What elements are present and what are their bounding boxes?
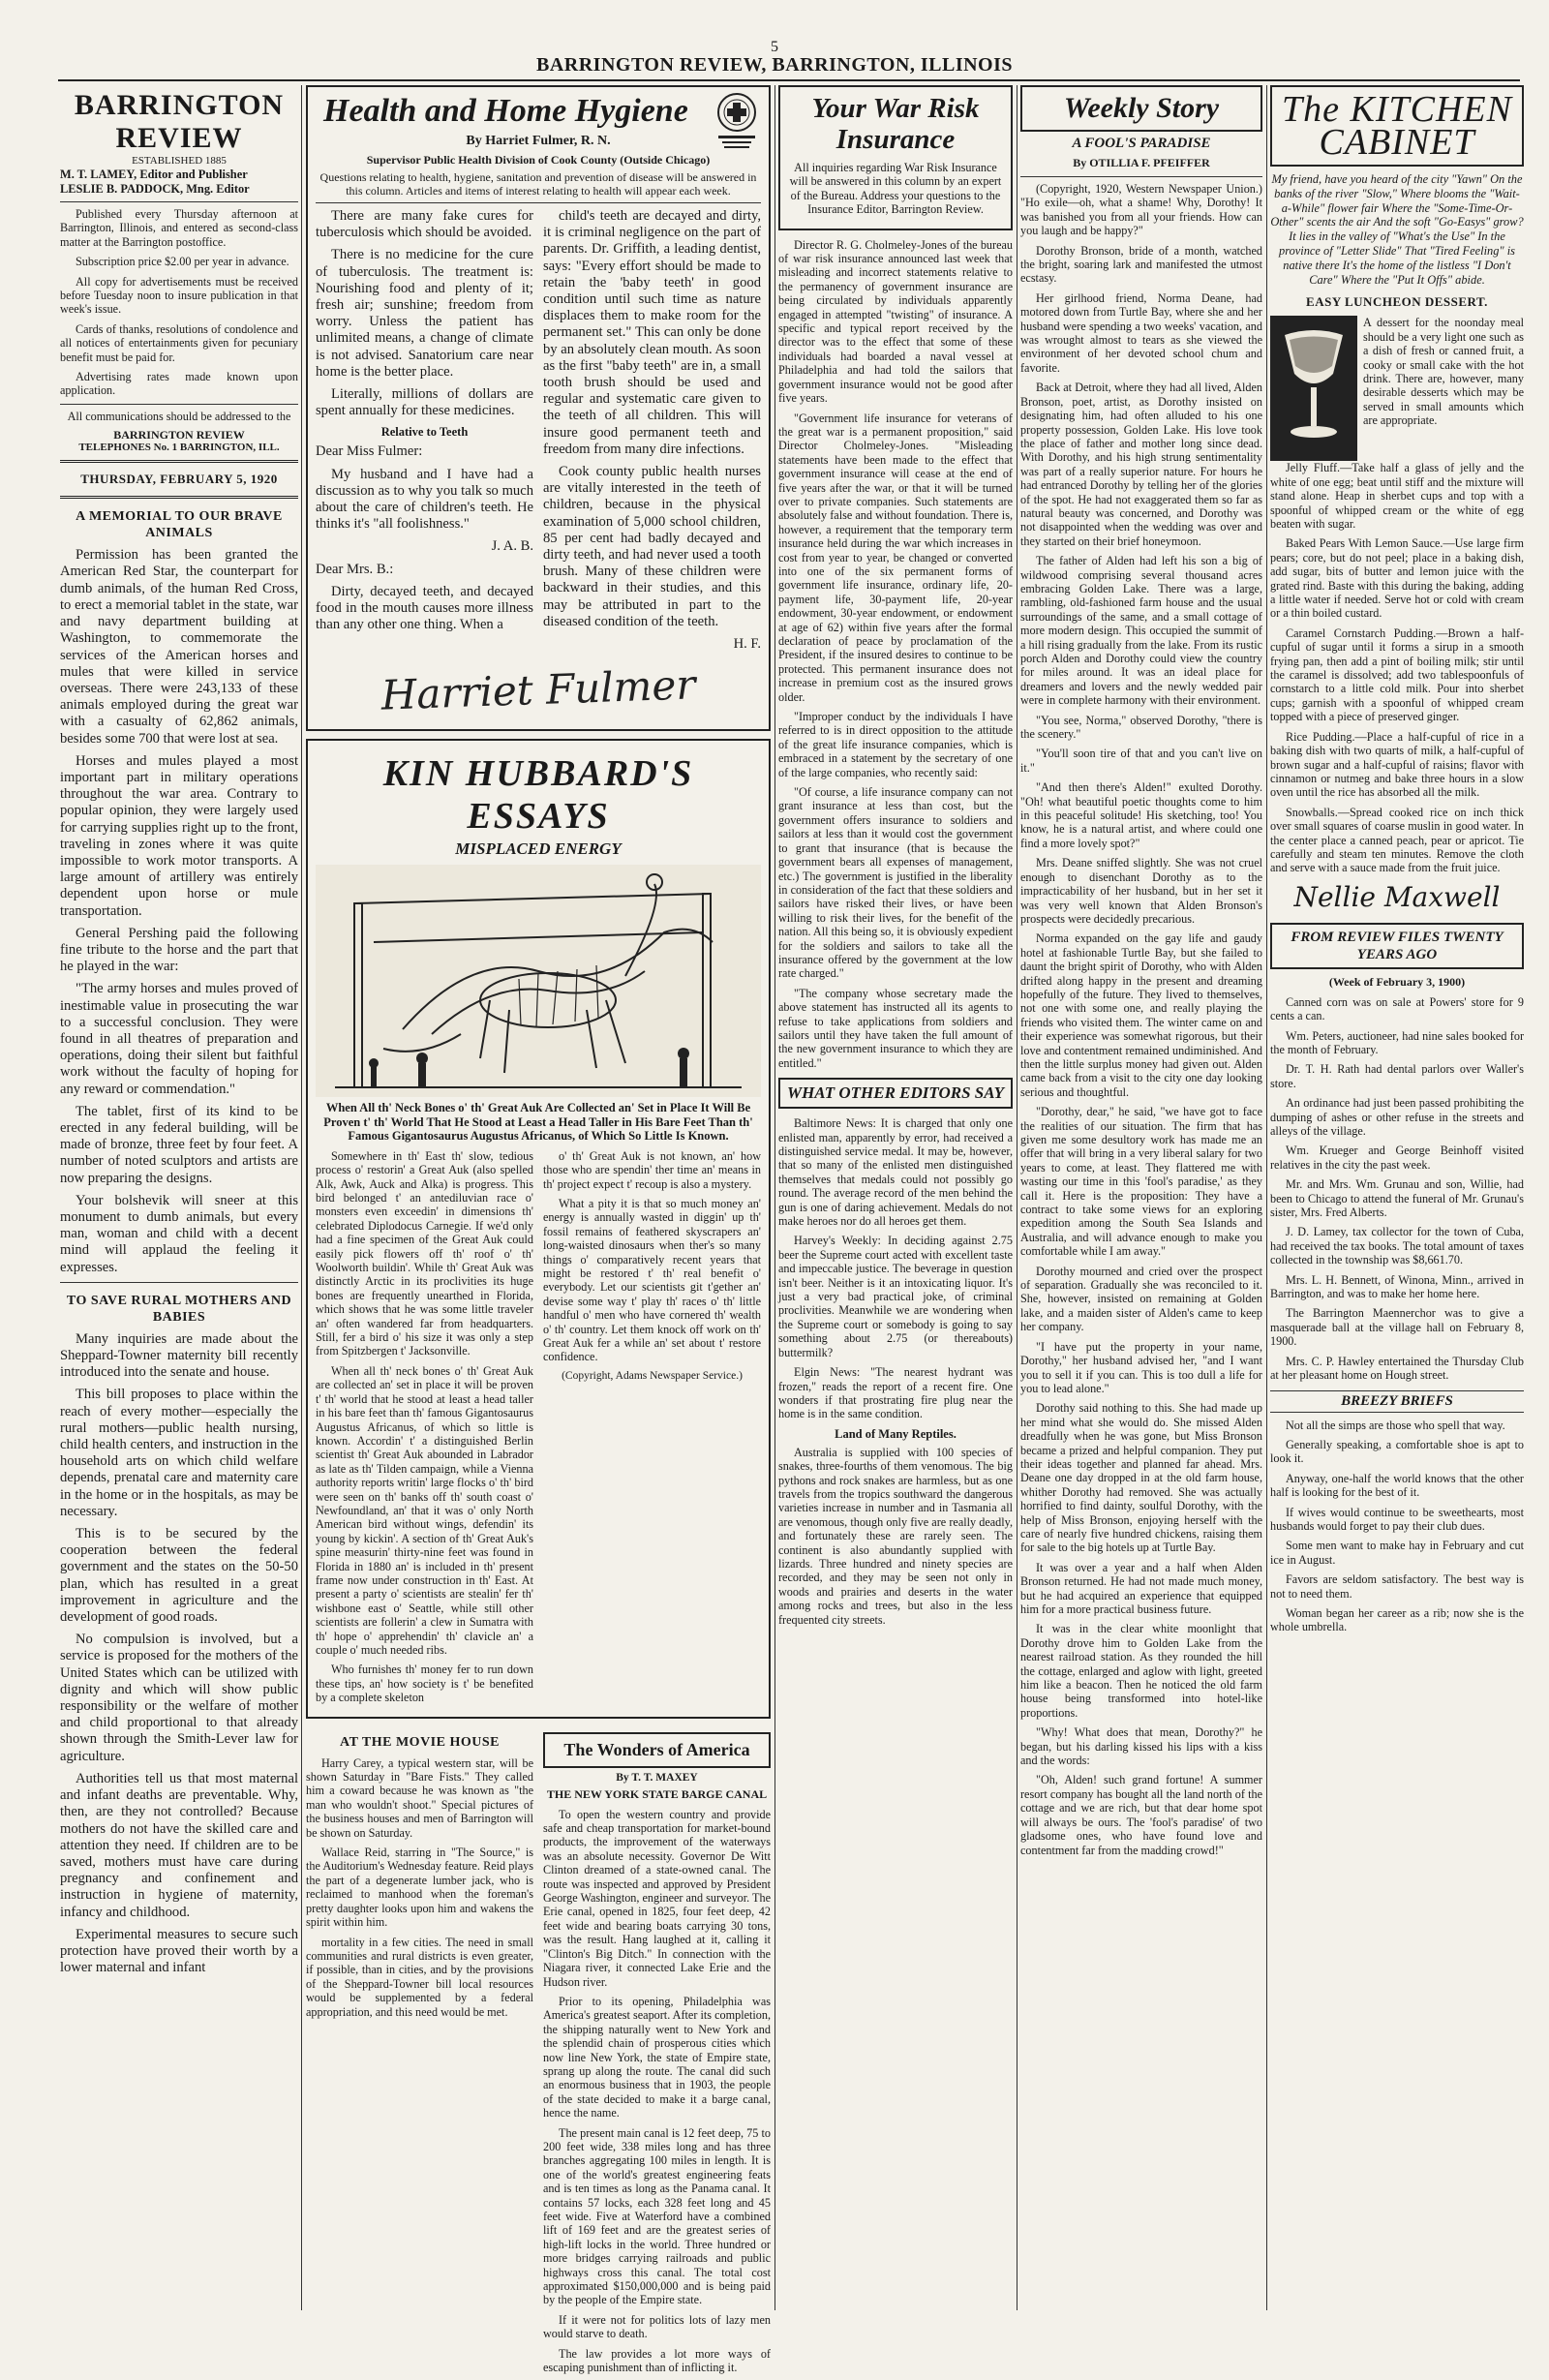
kitchen-headline: EASY LUNCHEON DESSERT. <box>1306 294 1488 310</box>
files-item: Mr. and Mrs. Wm. Grunau and son, Willie, had been to Chicago to attend the funeral of Mr. Grunau's sister, Mrs. Fred Alberts. <box>1270 1177 1524 1220</box>
health-subheading: Relative to Teeth <box>380 425 469 440</box>
story-paragraph: Her girlhood friend, Norma Deane, had motored down from Turtle Bay, where she and her husband were spending a two weeks' vacation, and was wrought almost to tears as she viewed the environment of her devoted school chum and favorite. <box>1020 290 1262 375</box>
health-letter-body: My husband and I have had a discussion as to why you talk so much about the care of children's teeth. He thinks it's "all foolishness." <box>316 466 533 533</box>
memorial-paragraph: General Pershing paid the following fine tribute to the horse and the part that he played in the war: <box>60 925 298 975</box>
wonders-paragraph: The present main canal is 12 feet deep, 75 to 200 feet wide, 338 miles long and has three branches aggregating 100 miles in length. It is one of the world's greatest engineering feats and is ten times as long as the Panama canal. It contains 57 locks, each 328 feet long and 45 feet wide. Five at Waterford have a combined lift of 169 feet and are the greatest series of high-lift locks in the world. Three hundred or more bridges carrying railroads and public highways cross this canal. The total cost approximated $150,000,000 and is being paid by the people of the Empire state. <box>543 2125 771 2307</box>
story-paragraph: (Copyright, 1920, Western Newspaper Union.) "Ho exile—oh, what a shame! Why, Dorothy! It was banished you from all your friends. How can you laugh and be happy?" <box>1020 182 1262 238</box>
weekly-story-header <box>1020 85 1262 132</box>
divider <box>60 1282 298 1283</box>
kin-body <box>316 1149 761 1711</box>
files-item: Wm. Peters, auctioneer, had nine sales booked for the month of February. <box>1270 1028 1524 1056</box>
divider <box>60 404 298 405</box>
story-paragraph: "And then there's Alden!" exulted Dorothy. "Oh! what beautiful poetic thoughts come to him in this peaceful solitude! His sketching, too! You know, he is a natural artist, and where could one find a more lovely spot?" <box>1020 780 1262 850</box>
kin-paragraph: What a pity it is that so much money an' energy is annually wasted in diggin' up th' fossil remains of feathered skyscrapers an' long-waisted dinosaurs when ther's so many things o' comparatively recent years that might be restored t' th' real benefit o' everybody. Let our scientists git t'gether an' devise some way t' play th' races o' th' little handful o' men who have cornered th' wealth o' th' country. Let them knock off work on th' Great Auk fer a while an' set about t' restore confidence. <box>543 1197 761 1364</box>
briefs-item: Favors are seldom satisfactory. The best way is not to need them. <box>1270 1572 1524 1601</box>
wonders-byline: By T. T. MAXEY <box>616 1771 698 1784</box>
masthead-established: ESTABLISHED 1885 <box>132 155 227 167</box>
story-subtitle: A FOOL'S PARADISE <box>1072 136 1211 151</box>
reptiles-paragraph: Australia is supplied with 100 species of snakes, three-fourths of them venomous. The big pythons and rock snakes are harmless, but as one travels from the tropics southward the dangerous varieties increase in number and in Tasmania all are venomous, though only five are really deadly, and fortunately these are rarely seen. The continent is also abundantly supplied with lizards. Three hundred and ninety species are recorded, and they may be seen not only in woods and prairies and deserts in the water among rocks and trees, but also in the less frequented city streets. <box>778 1445 1013 1627</box>
files-week: (Week of February 3, 1900) <box>1328 974 1466 989</box>
story-paragraph: "I have put the property in your name, Dorothy," her husband advised her, "and I want you to sell it if you can. This is too dull a life for you to lead alone." <box>1020 1339 1262 1395</box>
briefs-item: Generally speaking, a comfortable shoe is apt to look it. <box>1270 1437 1524 1466</box>
kitchen-recipe: Caramel Cornstarch Pudding.—Brown a half-cupful of sugar until it forms a sirup in a smooth frying pan, then add a pint of boiling milk; stir until the caramel is dissolved; add two tablespoonfuls of cornstarch to a little cold milk. Pour into sherbet cups; garnish with a spoonful of whipped cream topped with a piece of preserved ginger. <box>1270 626 1524 724</box>
war-risk-title: Your War Risk Insurance <box>811 93 980 155</box>
files-item: Dr. T. H. Rath had dental parlors over Waller's store. <box>1270 1062 1524 1090</box>
health-supervisor: Supervisor Public Health Division of Cook County (Outside Chicago) <box>366 153 711 167</box>
movie-paragraph: Wallace Reid, starring in "The Source," is the Auditorium's Wednesday feature. Reid plays the part of a degenerate lumber jack, who is reclaimed to manhood when the foreman's pretty daughter looks upon him and wakens the spirit within him. <box>306 1846 533 1930</box>
health-letter-salutation: Dear Miss Fulmer: <box>316 443 423 460</box>
briefs-title: BREEZY BRIEFS <box>1270 1390 1524 1413</box>
war-risk-paragraph: "Improper conduct by the individuals I have referred to is in direct opposition to the attitude of the great life insurance companies, which is embraced in a statement by the secretary of one of the large companies, who recently said: <box>778 710 1013 779</box>
wonders-paragraph: Prior to its opening, Philadelphia was America's greatest seaport. After its completion, the shipping naturally went to New York and the splendid chain of prosperous cities which now line New York, the state of Empire state, sprang up along the route. The canal did such an enormous business that in 1903, the people of the state decided to make it a barge canal, hence the name. <box>543 1994 771 2121</box>
page-header: BARRINGTON REVIEW, BARRINGTON, ILLINOIS <box>535 54 1014 76</box>
masthead-title: BARRINGTON REVIEW <box>74 89 285 154</box>
health-paragraph: There are many fake cures for tuberculosis which should be avoided. <box>316 208 533 241</box>
masthead-telephone: TELEPHONES No. 1 BARRINGTON, ILL. <box>78 442 280 454</box>
rural-paragraph: Authorities tell us that most maternal and infant deaths are preventable. Why, then, are they not controlled? Because mothers do not have the skilled care and attention they need. If children are to be saved, mothers must have care during pregnancy and confinement and instruction in hygiene of maternity, infancy and childhood. <box>60 1770 298 1920</box>
files-item: Canned corn was on sale at Powers' store for 9 cents a can. <box>1270 994 1524 1023</box>
story-paragraph: Dorothy mourned and cried over the prospect of separation. Gradually she was reconciled to it. She, however, insisted on remaining at Golden lake, and a maiden sister of Alden's came to keep her company. <box>1020 1264 1262 1334</box>
health-title: Health and Home Hygiene <box>323 93 688 129</box>
kitchen-title: The KITCHEN CABINET <box>1282 89 1512 163</box>
wonders-paragraph: To open the western country and provide safe and cheap transportation for market-bound products, the improvement of the waterways was an absolute necessity. Governor De Witt Clinton dreamed of a state-owned canal. The route was inspected and approved by President George Washington, engineer and surveyor. The Erie canal, opened in 1825, four feet deep, 42 feet wide and bearing boats carrying 30 tons, was the result. Hang laughed at it, calling it "Clinton's Big Ditch." In connection with the Niagara river, it connected Lake Erie and the Hudson river. <box>543 1807 771 1989</box>
kin-title: KIN HUBBARD'S ESSAYS <box>382 753 694 838</box>
masthead-address: BARRINGTON REVIEW <box>113 428 245 442</box>
memorial-headline: A MEMORIAL TO OUR BRAVE ANIMALS <box>76 509 283 541</box>
movie-paragraph: Harry Carey, a typical western star, will be shown Saturday in "Bare Fists." They called him a coward because he was known as "the man who wouldn't shoot." Special pictures of the business houses and men of Barrington will be shown on Saturday. <box>306 1755 533 1840</box>
memorial-paragraph: The tablet, first of its kind to be erected in any federal building, will be made of bronze, three feet by four feet. A number of noted sculptors and artists are now preparing the designs. <box>60 1103 298 1186</box>
war-risk-paragraph: Director R. G. Cholmeley-Jones of the bureau of war risk insurance announced last week that misleading and incorrect statements relative to the permanency of government insurance are being circulated by individuals apparently engaged in attempted "twisting" of insurance. A specific and typical report received by the director was to the effect that some of these individuals had boarded a naval vessel at Philadelphia and had told the sailors that government insurance would not be good after five years. <box>778 237 1013 406</box>
filler-paragraph: The law provides a lot more ways of escaping punishment than of inflicting it. <box>543 2346 771 2375</box>
editors-paragraph: Baltimore News: It is charged that only one enlisted man, apparently by error, had received a distinguished service medal. It may be, however, that so many of the enlisted men distinguished themselves that medals could not possibly go round. The average record of the men behind the gun is one of daring achievement. Medals do not make heroes nor do all heroes get them. <box>778 1116 1013 1229</box>
story-paragraph: It was over a year and a half when Alden Bronson returned. He had not made much money, but he had acquired an experience that equipped him for a more practical business future. <box>1020 1560 1262 1616</box>
rural-paragraph: This is to be secured by the cooperation between the federal government and the states on the 50-50 plan, which has resulted in a great improvement in agriculture and the development of good roads. <box>60 1526 298 1626</box>
files-item: J. D. Lamey, tax collector for the town of Cuba, had received the tax books. The total amount of taxes collected in the township was $8,661.70. <box>1270 1225 1524 1267</box>
briefs-item: If wives would continue to be sweethearts, most husbands would forget to pay their club dues. <box>1270 1505 1524 1533</box>
story-paragraph: "Dorothy, dear," he said, "we have got to face the realities of our situation. The firm that has given me some desultory work has made me an offer that will bring in a very liberal salary for two years to come, at least. They flattered me with wasting our time in this 'fool's paradise,' as they call it. Here is the proposition: They have a contract to take some views for an exploring expedition among the South Sea Islands and Australia, and will advance enough to make you comfortable while I am away." <box>1020 1105 1262 1259</box>
weekly-story-title: Weekly Story <box>1063 92 1220 124</box>
story-paragraph: "You'll soon tire of that and you can't live on it." <box>1020 747 1262 775</box>
health-section <box>306 85 771 731</box>
story-paragraph: It was in the clear white moonlight that Dorothy drove him to Golden Lake from the nearest railroad station. As they rounded the hill the cottage, enlarged and aglow with light, greeted him like a beacon. Then he noticed the old farm house being transformed into hotel-like proportions. <box>1020 1622 1262 1720</box>
health-paragraph: child's teeth are decayed and dirty, it is criminal negligence on the part of parents. Dr. Griffith, a leading dentist, says: "Every effort should be made to retain the 'baby teeth' in good condition until such time as nature displaces them to make room for the permanent set." This can only be done by an absolutely clean mouth. As soon as the first "baby teeth" are in, a small tooth brush should be used and regular and systematic care given to the teeth of all children. This will insure good permanent teeth and freedom from many dire infections. <box>543 208 761 457</box>
files-item: Mrs. L. H. Bennett, of Winona, Minn., arrived in Barrington, and was to make her home here. <box>1270 1272 1524 1301</box>
continuation-paragraph: mortality in a few cities. The need in small communities and rural districts is even greater, if possible, than in cities, and by the provisions of the Sheppard-Towner bill local resources would be supplemented by a federal appropriation, and this need would be met. <box>306 1935 533 2019</box>
story-paragraph: Back at Detroit, where they had all lived, Alden Bronson, poet, artist, as Dorothy insisted on designating him, had often alluded to his one property possession, Golden Lake. His love took the place of father and mother long since dead. With Dorothy, and his high strung sentimentality was part of a really superior nature. For hours he had entranced Dorothy by telling her of the glories of the spot. He had not exaggerated them so far as natural beauty was concerned, and Dorothy was not disappointed when the wedding was over and they started on their brief honeymoon. <box>1020 381 1262 548</box>
divider <box>1020 176 1262 177</box>
kitchen-recipe: Rice Pudding.—Place a half-cupful of rice in a baking dish with two quarts of milk, a half-cupful of brown sugar and a half-cupful of raisins; flavor with cinnamon or nutmeg and bake three hours in a slow oven until the rice has absorbed all the milk. <box>1270 729 1524 800</box>
rural-paragraph: Experimental measures to secure such protection have proved their worth by a lower maternal and infant <box>60 1926 298 1976</box>
divider <box>316 202 761 203</box>
files-title: FROM REVIEW FILES TWENTY YEARS AGO <box>1270 923 1524 969</box>
column-rule <box>301 85 302 2310</box>
kin-hubbard-section <box>306 739 771 1718</box>
health-paragraph: Literally, millions of dollars are spent annually for these medicines. <box>316 386 533 419</box>
masthead-manager: LESLIE B. PADDOCK, Mng. Editor <box>60 182 250 196</box>
war-risk-intro: All inquiries regarding War Risk Insurance will be answered in this column by an expert of the Bureau. Address your questions to the Insurance Editor, Barrington Review. <box>789 161 1002 217</box>
editors-say-title: WHAT OTHER EDITORS SAY <box>778 1078 1013 1109</box>
health-intro: Questions relating to health, hygiene, sanitation and prevention of disease will be answered in this column. Articles and items of interest relating to health will appear each week. <box>319 170 757 198</box>
war-risk-paragraph: "Government life insurance for veterans of the great war is a permanent proposition," said Director Cholmeley-Jones. "Misleading statements have been made to the effect that government insurance will cease at the end of five years after the war, or that it will be turned over to private companies. Such statements are absolutely false and without foundation. There is, however, a requirement that the temporary term insurance held during the war which increases in cost from year to year, be changed or converted into one of the six permanent forms of government life insurance, ordinary life, 20-payment life, 30-payment life, 20-year endowment, 30-year endowment, or endowment at age of 62) within five years after the formal declaration of peace by proclamation of the President, if the insured desires to continue to be protected. This permanent insurance does not increase in premium cost as the insured grows older. <box>778 411 1013 704</box>
war-risk-section <box>778 85 1013 230</box>
wonders-title: The Wonders of America <box>543 1732 771 1768</box>
masthead-cards-note: Cards of thanks, resolutions of condolence and all notices of entertainments given for pecuniary benefit must be paid for. <box>60 321 298 364</box>
health-reply-salutation: Dear Mrs. B.: <box>316 561 394 577</box>
rural-headline: TO SAVE RURAL MOTHERS AND BABIES <box>66 1293 292 1325</box>
story-paragraph: The father of Alden had left his son a big of wildwood comprising several thousand acres embracing Golden Lake. There was a large, rambling, old-fashioned farm house and the usual surroundings of the same, and a small cottage of more modern design. This occupied the summit of a hill rising gradually from the lake. From its rustic porch Alden and Dorothy could view the country for miles around. It was an ideal place for dreamers and lovers and the newly wedded pair were in complete harmony with their environment. <box>1020 554 1262 708</box>
divider <box>60 201 298 202</box>
divider <box>60 496 298 499</box>
lower-columns <box>306 1724 771 2380</box>
briefs-item: Not all the simps are those who spell that way. <box>1286 1418 1505 1432</box>
issue-date: THURSDAY, FEBRUARY 5, 1920 <box>80 472 278 487</box>
files-item: Wm. Krueger and George Beinhoff visited relatives in the city the past week. <box>1270 1144 1524 1172</box>
briefs-item: Anyway, one-half the world knows that the other half is looking for the best of it. <box>1270 1471 1524 1500</box>
story-paragraph: Dorothy Bronson, bride of a month, watched the bright, soaring lark and manifested the utmost ecstasy. <box>1020 243 1262 286</box>
column-1 <box>60 85 298 2310</box>
kin-paragraph: Who furnishes th' money fer to run down these tips, an' how society is t' be benefited by a complete skeleton <box>316 1663 533 1705</box>
reptiles-heading: Land of Many Reptiles. <box>835 1426 957 1441</box>
kitchen-recipe: Snowballs.—Spread cooked rice on inch thick over small squares of coarse muslin in good water. In the center place a canned peach, pear or apricot. Tie carefully and steam ten minutes. Remove the cloth and serve with a sauce made from the fruit juice. <box>1270 805 1524 875</box>
column-6 <box>1270 85 1524 2310</box>
public-health-seal-icon <box>714 91 759 151</box>
story-paragraph: "You see, Norma," observed Dorothy, "there is the scenery." <box>1020 713 1262 742</box>
rural-paragraph: This bill proposes to place within the reach of every mother—especially the rural mothers—public health nursing, child health centers, and instruction in the household arts on which child welfare depends, prenatal care and maternity care in the home or in the hospitals, as may be necessary. <box>60 1387 298 1519</box>
files-item: An ordinance had just been passed prohibiting the dumping of ashes or other refuse in the streets and alleys of the village. <box>1270 1096 1524 1138</box>
page-number: 5 <box>771 39 778 55</box>
war-risk-paragraph: "Of course, a life insurance company can not grant insurance at less than cost, but the government offers insurance to soldiers and sailors at less than it would cost the government to grant that insurance (that is because the government bears all expenses of management, etc.) The government is justified in the liberality in consideration of the fact that these soldiers and sailors have risked their lives, or have been willing to risk their lives, for the benefit of the nation. All this being so, it is obviously expedient for the soldiers and sailors to take all the insurance offered by the government at the low rate charged." <box>778 785 1013 981</box>
wonders-headline: THE NEW YORK STATE BARGE CANAL <box>546 1786 768 1801</box>
kin-paragraph: When all th' neck bones o' th' Great Auk are collected an' set in place it will be proven t' th' world that he stood at least a head taller in his bare feet than th' famous Gigantosaurus Augustus Africanus, of which so little is known. Accordin' t' a distinguished Berlin scientist th' Great Auk abounded in Labrador as late as th' Tilden campaign, while a Vienna authority reports writin' large flocks o' th' bird were seen on th' banks off th' south coast o' Newfoundland, an' that it was o' only North American bird without wings, defendin' its young by kickin'. A section of th' Great Auk's spine measurin' thirty-nine feet was found in Florida in 1880 an' is included in th' present frame now under construction in th' East. At present a party o' scientists are stealin' fer th' wishbone east o' Seattle, while still other scientists are follerin' a clew in Sumatra with th' hope o' apprehendin' th' clavicle an' a couple o' much needed ribs. <box>316 1363 533 1657</box>
files-item: Mrs. C. P. Hawley entertained the Thursday Club at her pleasant home on Hough street. <box>1270 1354 1524 1383</box>
kin-copyright: (Copyright, Adams Newspaper Service.) <box>562 1369 743 1382</box>
memorial-paragraph: Horses and mules played a most important part in military operations throughout the war area. Contrary to popular opinion, they were largely used for carrying supplies right up to the front, traveling in zones where it was quite impossible to work motor transports. A large amount of artillery was entirely dependent upon horse or mule transportation. <box>60 752 298 919</box>
memorial-paragraph: "The army horses and mules proved of inestimable value in prosecuting the war to a successful conclusion. They were found in all theatres of preparation and operations, doing their silent but faithful work without the faculty of hoping for any reward or commendation." <box>60 981 298 1097</box>
memorial-paragraph: Your bolshevik will sneer at this monument to dumb animals, but every man, woman and child with a decent mind will applaud the feeling it expresses. <box>60 1192 298 1275</box>
nellie-maxwell-signature: Nellie Maxwell <box>1293 880 1501 913</box>
dinosaur-skeleton-cartoon-icon <box>316 865 761 1097</box>
masthead-comm-note: All communications should be addressed to the <box>67 409 291 423</box>
column-2 <box>306 85 771 2375</box>
rural-paragraph: Many inquiries are made about the Sheppard-Towner maternity bill recently introduced into the senate and house. <box>60 1330 298 1381</box>
kin-subtitle: MISPLACED ENERGY <box>455 839 622 859</box>
kitchen-recipe: Baked Pears With Lemon Sauce.—Use large firm pears; core, but do not peel; place in a baking dish, add sugar, bits of butter and lemon juice with the grated rind. Baste with this during the baking, adding a little water if needed. Serve hot or cold with cream or a thin boiled custard. <box>1270 536 1524 621</box>
column-rule <box>1266 85 1267 2310</box>
health-letter-initials: J. A. B. <box>491 538 533 555</box>
kitchen-recipe: Jelly Fluff.—Take half a glass of jelly and the white of one egg; beat until stiff and the mixture will stand alone. Heap in sherbet cups and top with a spoonful of whipped cream or the white of egg beaten with sugar. <box>1270 461 1524 531</box>
kitchen-intro: A dessert for the noonday meal should be a very light one such as a dish of fresh or canned fruit, a cooky or small cake with the hot drink. There are, however, many desirable desserts which may be served in small amounts which are appropriate. <box>1363 316 1524 428</box>
health-paragraph: Cook county public health nurses are vitally interested in the teeth of children, because in the physical examination of 5,000 school children, 85 per cent had badly decayed and dirty teeth, and had never used a tooth brush. Many of these children were backward in their studies, and this may be attributed in part to the diseased condition of the teeth. <box>543 464 761 629</box>
rural-paragraph: No compulsion is involved, but a service is proposed for the mothers of the United States which can be utilized with dignity and which will show public responsibility or the welfare of mother and child proportional to that already shown through the Smith-Lever law for agriculture. <box>60 1632 298 1764</box>
masthead-subscription: Subscription price $2.00 per year in advance. <box>76 255 289 269</box>
health-initials: H. F. <box>733 636 761 653</box>
masthead-publish-note: Published every Thursday afternoon at Barrington, Illinois, and entered as second-class matter at the Barrington postoffice. <box>60 207 298 249</box>
health-body <box>316 208 761 658</box>
column-5 <box>1020 85 1262 2310</box>
briefs-item: Woman began her career as a rib; now she is the whole umbrella. <box>1270 1605 1524 1634</box>
masthead-rates-note: Advertising rates made known upon application. <box>60 370 298 398</box>
war-risk-paragraph: "The company whose secretary made the above statement has instructed all its agents to refuse to take applications from soldiers and sailors until they have taken the full amount of the new government insurance to which they are entitled." <box>778 986 1013 1070</box>
health-paragraph: There is no medicine for the cure of tuberculosis. The treatment is: Nourishing food and plenty of it; fresh air; sunshine; freedom from worry. Unless the patient has unlimited means, a change of climate is not advised. Sanatorium care near home is the better place. <box>316 247 533 380</box>
kin-caption: When All th' Neck Bones o' th' Great Auk Are Collected an' Set in Place It Will Be Proven t' th' World That He Stood at Least a Head Taller in His Bare Feet Than th' Famous Gigantosaurus Augustus Africanus, of Which So Little Is Known. <box>323 1101 753 1144</box>
movie-headline: AT THE MOVIE HOUSE <box>340 1734 500 1750</box>
briefs-item: Some men want to make hay in February and cut ice in August. <box>1270 1539 1524 1567</box>
masthead-editor: M. T. LAMEY, Editor and Publisher <box>60 168 248 181</box>
editors-paragraph: Harvey's Weekly: In deciding against 2.75 beer the Supreme court acted with excellent taste and impeccable justice. The beverage in question isn't beer. Neither is it an intoxicating liquor. It's just a very bad practical joke, of criminal proclivities. Meanwhile we are wondering when the Supreme court or somebody is going to say something about 2.75 (or thereabouts) buttermilk? <box>778 1234 1013 1359</box>
kitchen-cabinet-header <box>1270 85 1524 167</box>
header-rule <box>58 79 1520 81</box>
column-4 <box>778 85 1013 2310</box>
kin-paragraph: o' th' Great Auk is not known, an' how those who are spendin' ther time an' means in th' project expect t' recoup is also a mystery. <box>543 1148 761 1191</box>
story-body <box>1020 182 1262 1857</box>
story-paragraph: "Why! What does that mean, Dorothy?" he began, but his darling kissed his lips with a kiss and the words: <box>1020 1725 1262 1768</box>
story-paragraph: "Oh, Alden! such grand fortune! A summer resort company has bought all the land north of the cottage and we are rich, but that dear home spot will always be ours. The 'fool's paradise' of two gladsome ones, who have found love and contentment far from the madding crowd!" <box>1020 1773 1262 1857</box>
harriet-fulmer-signature: Harriet Fulmer <box>380 660 697 719</box>
health-byline: By Harriet Fulmer, R. N. <box>466 134 611 148</box>
story-byline: By OTILLIA F. PFEIFFER <box>1073 156 1210 169</box>
files-item: The Barrington Maennerchor was to give a masquerade ball at the village hall on February 8, 1900. <box>1270 1306 1524 1349</box>
filler-paragraph: If it were not for politics lots of lazy men would starve to death. <box>543 2312 771 2341</box>
goblet-dessert-icon <box>1270 316 1357 461</box>
editors-paragraph: Elgin News: "The nearest hydrant was frozen," reads the report of a recent fire. One wonders if that prostrating fire plug near the home is in the same condition. <box>778 1365 1013 1421</box>
story-paragraph: Mrs. Deane sniffed slightly. She was not cruel enough to disenchant Dorothy as to the impracticability of her husband, but in her set it was very well known that Alden Bronson's prospects were decidedly precarious. <box>1020 856 1262 926</box>
story-paragraph: Dorothy said nothing to this. She had made up her mind what she would do. She missed Alden dreadfully when he was gone, but Miss Bronson became a prized and helpful companion. They put their ideas together and planned far ahead. Mrs. Deane one day dropped in at the old farm house, whither Dorothy had removed. She was actually horrified to find dainty, soulful Dorothy, with the help of Miss Bronson, enjoying herself with the care of nearly five hundred chickens, raising them for sale to the big hotels up at Turtle Bay. <box>1020 1401 1262 1555</box>
memorial-paragraph: Permission has been granted the American Red Star, the counterpart for dumb animals, of the human Red Cross, to erect a memorial tablet in the state, war and navy department building at Washington, to commemorate the services of the American horses and mules that were killed in service overseas. There were 243,133 of these animals employed during the great war with a casualty of 62,862 animals, besides some 700 that were lost at sea. <box>60 547 298 747</box>
health-reply-body: Dirty, decayed teeth, and decayed food in the mouth causes more illness than any other one thing. When a <box>316 583 533 633</box>
kitchen-intro-row <box>1270 316 1524 461</box>
story-paragraph: Norma expanded on the gay life and gaudy hotel at fashionable Turtle Bay, but she failed to daunt the bright spirit of Dorothy, who with Alden drifted along happy in the present and dreaming hopefully of the future. They lived to themselves, not one with some one, and really playing the friends who visited them. The winter came on and their experience was somewhat rigorous, but their love and contentment remained undiminished. And then the little surplus money had given out. Alden came back from a visit to the city one day looking serious and thoughtful. <box>1020 931 1262 1099</box>
masthead-copy-note: All copy for advertisements must be received before Tuesday noon to insure publication in that week's issue. <box>60 274 298 317</box>
war-risk-body <box>778 238 1013 1071</box>
kin-paragraph: Somewhere in th' East th' slow, tedious process o' restorin' a Great Auk (also spelled Alk, Awk, Auck and Alka) is progress. This bird belonged t' an antediluvian race o' monsters even exceedin' in dimensions th' celebrated Diplodocus Carnegie. If we'd only had a fine specimen of the Great Auk could easily pick flowers off th' roof o' th' Woolworth buildin'. While th' Great Auk was distinctly Arctic in its proclivities its huge bones are frequently unearthed in Florida, which shows that he was some little traveler an' often wandered far from headquarters. Still, fer a bird o' his size it was only a step from Spitzbergen t' Jacksonville. <box>316 1148 533 1358</box>
column-rule <box>774 85 775 2310</box>
kitchen-poem: My friend, have you heard of the city "Yawn" On the banks of the river "Slow," Where blooms the "Wait-a-While" flower fair Where the "Some-Time-Or-Other" scents the air And the soft "Go-Easys" grow? It lies in the valley of "What's the Use" In the province of "Letter Slide" That "Tired Feeling" is native there It's the home of the listless "I Don't Care" Where the "Put It Offs" abide. <box>1270 172 1524 287</box>
divider <box>60 460 298 463</box>
